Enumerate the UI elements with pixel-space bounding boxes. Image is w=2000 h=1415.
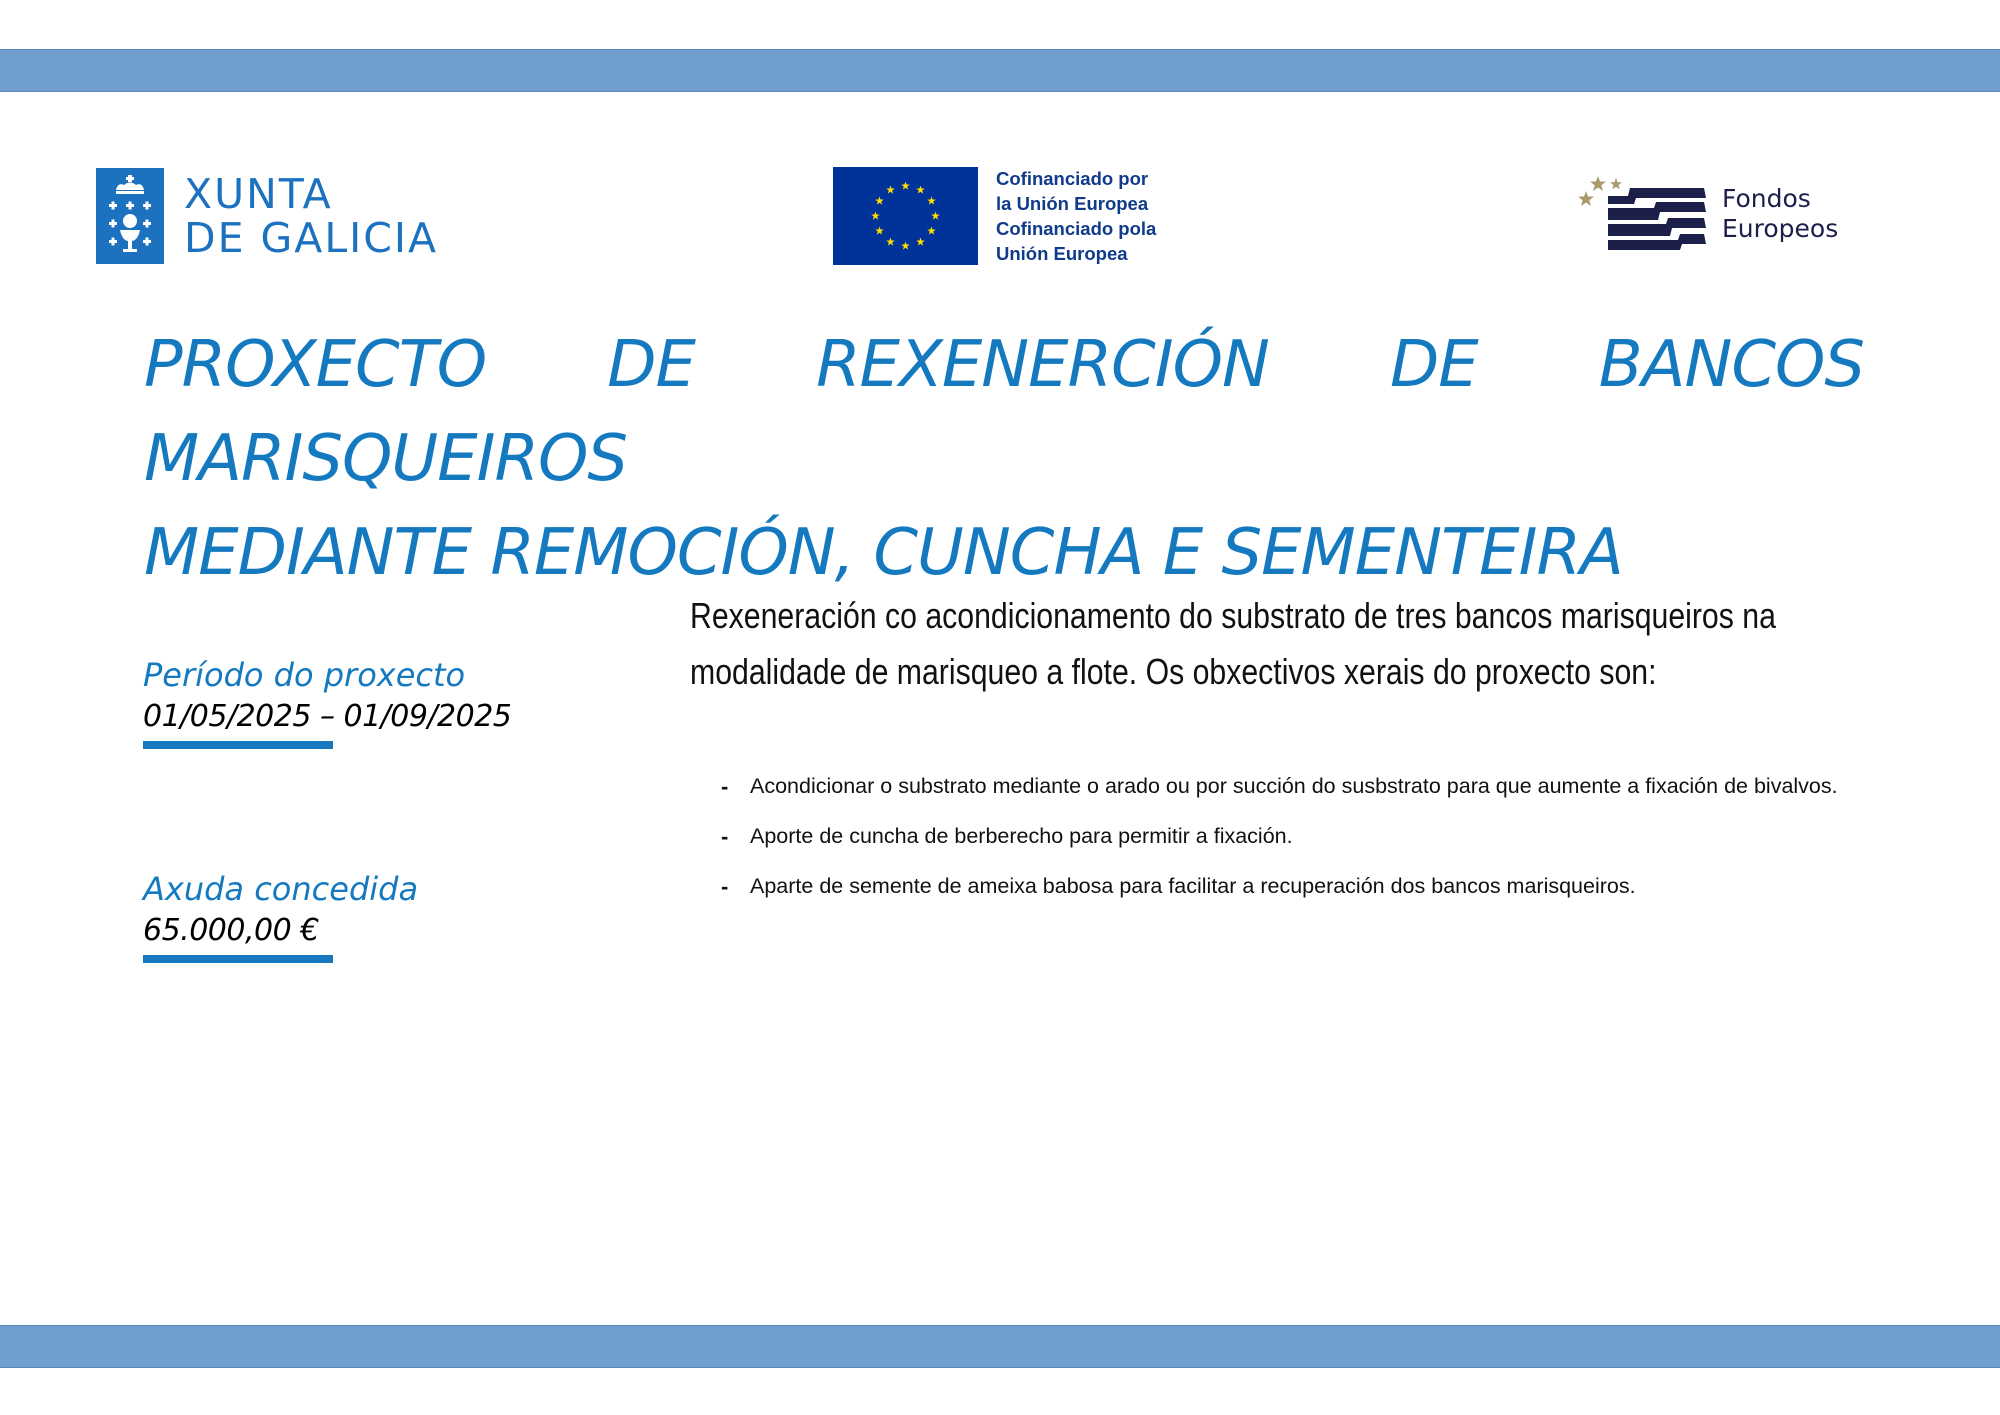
aid-granted-label: Axuda concedida bbox=[143, 870, 419, 908]
bottom-decorative-bar bbox=[0, 1325, 2000, 1368]
aid-granted-underline bbox=[143, 955, 333, 963]
project-title bbox=[144, 318, 1864, 600]
objective-item bbox=[716, 820, 1856, 853]
objective-text: Aporte de cuncha de berberecho para permitir a fixación. bbox=[750, 824, 1293, 848]
project-title-line-1: PROXECTO DE REXENERCIÓN DE BANCOS MARISQUEIROS bbox=[144, 328, 1864, 496]
eu-cofinanced-logo bbox=[833, 166, 1156, 266]
fondos-europeos-wordmark: Fondos Europeos bbox=[1722, 184, 1839, 243]
objective-text: Aparte de semente de ameixa babosa para facilitar a recuperación dos bancos marisqueiros. bbox=[750, 874, 1636, 898]
eu-cofinanced-text: Cofinanciado por la Unión Europea Cofinanciado pola Unión Europea bbox=[996, 168, 1157, 264]
aid-granted-block bbox=[143, 869, 418, 963]
galicia-coat-of-arms-icon bbox=[96, 168, 164, 264]
xunta-de-galicia-logo bbox=[96, 168, 438, 264]
objective-item bbox=[716, 770, 1856, 803]
project-period-underline bbox=[143, 741, 333, 749]
project-period-label: Período do proxecto bbox=[143, 656, 466, 694]
fondos-europeos-mark-icon bbox=[1578, 174, 1708, 254]
project-period-block bbox=[143, 655, 511, 749]
objective-item bbox=[716, 870, 1856, 903]
objectives-list bbox=[716, 770, 1856, 920]
dash-bullet-icon: - bbox=[721, 824, 729, 849]
eu-flag-icon bbox=[833, 167, 978, 265]
top-decorative-bar bbox=[0, 49, 2000, 92]
project-title-line-2: MEDIANTE REMOCIÓN, CUNCHA E SEMENTEIRA bbox=[144, 516, 1623, 590]
dash-bullet-icon: - bbox=[721, 874, 729, 899]
aid-granted-value: 65.000,00 € bbox=[143, 913, 319, 948]
project-description: Rexeneración co acondicionamento do substrato de tres bancos marisqueiros na modalidade de marisqueo a flote. Os obxectivos xerais do proxecto son: bbox=[690, 595, 1776, 692]
project-period-value: 01/05/2025 – 01/09/2025 bbox=[143, 699, 512, 734]
objective-text: Acondicionar o substrato mediante o arado ou por succión do susbstrato para que aumente a fixación de bivalvos. bbox=[750, 774, 1838, 798]
fondos-europeos-logo bbox=[1578, 174, 1838, 254]
xunta-wordmark: XUNTA DE GALICIA bbox=[184, 170, 439, 262]
dash-bullet-icon: - bbox=[721, 774, 729, 799]
